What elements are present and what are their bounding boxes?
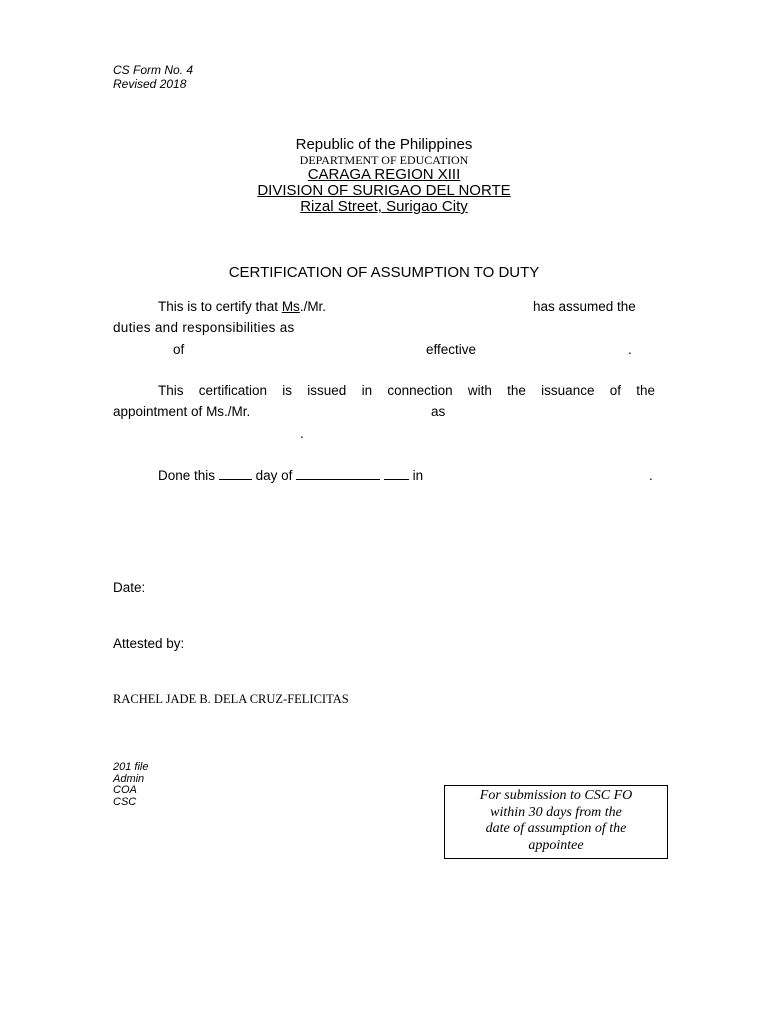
assumed-text: has assumed the [533, 299, 636, 314]
of-text: of [173, 342, 185, 357]
in-text: in [412, 468, 424, 483]
year-blank[interactable] [384, 468, 409, 480]
notice-line: within 30 days from the [490, 804, 622, 820]
header-address: Rizal Street, Surigao City [300, 198, 468, 215]
copy-item: COA [113, 784, 137, 796]
month-blank[interactable] [296, 468, 380, 480]
effective-period: . [628, 342, 632, 357]
copy-item: CSC [113, 795, 137, 808]
header-division: DIVISION OF SURIGAO DEL NORTE [257, 182, 511, 199]
signatory-name: RACHEL JADE B. DELA CRUZ-FELICITAS [113, 692, 349, 706]
form-number-block [113, 63, 193, 91]
form-number: CS Form No. 4 [113, 63, 194, 77]
certify-lead: This is to certify that [158, 299, 279, 314]
notice-line: appointee [528, 837, 584, 853]
effective-text: effective [426, 342, 477, 357]
duties-text: duties and responsibilities as [113, 320, 295, 335]
appointment-period: . [300, 426, 304, 441]
ms-title: Ms [281, 299, 300, 314]
done-period: . [649, 468, 653, 483]
as-text: as [431, 404, 446, 419]
header-department: DEPARTMENT OF EDUCATION [299, 153, 469, 167]
done-this-text: Done this [158, 468, 216, 483]
attested-label: Attested by: [113, 636, 185, 651]
copy-item: Admin [113, 772, 145, 785]
day-of-text: day of [255, 468, 293, 483]
submission-notice-box [444, 785, 668, 859]
header-region: CARAGA REGION XIII [307, 166, 461, 183]
day-blank[interactable] [219, 468, 252, 480]
header-republic: Republic of the Philippines [295, 136, 473, 153]
notice-line: For submission to CSC FO [479, 788, 633, 803]
form-revised: Revised 2018 [113, 77, 187, 91]
document-title: CERTIFICATION OF ASSUMPTION TO DUTY [228, 264, 540, 281]
copy-item: 201 file [113, 761, 149, 773]
mr-title: ./Mr. [299, 299, 327, 314]
notice-line: date of assumption of the [485, 821, 627, 836]
issuance-text: This certification is issued in connection with the issuance of the [158, 383, 655, 398]
copy-furnished-list [113, 762, 148, 808]
done-line [158, 468, 423, 483]
date-label: Date: [113, 580, 146, 595]
certify-text [158, 299, 326, 314]
appointment-text: appointment of Ms./Mr. [113, 404, 251, 419]
